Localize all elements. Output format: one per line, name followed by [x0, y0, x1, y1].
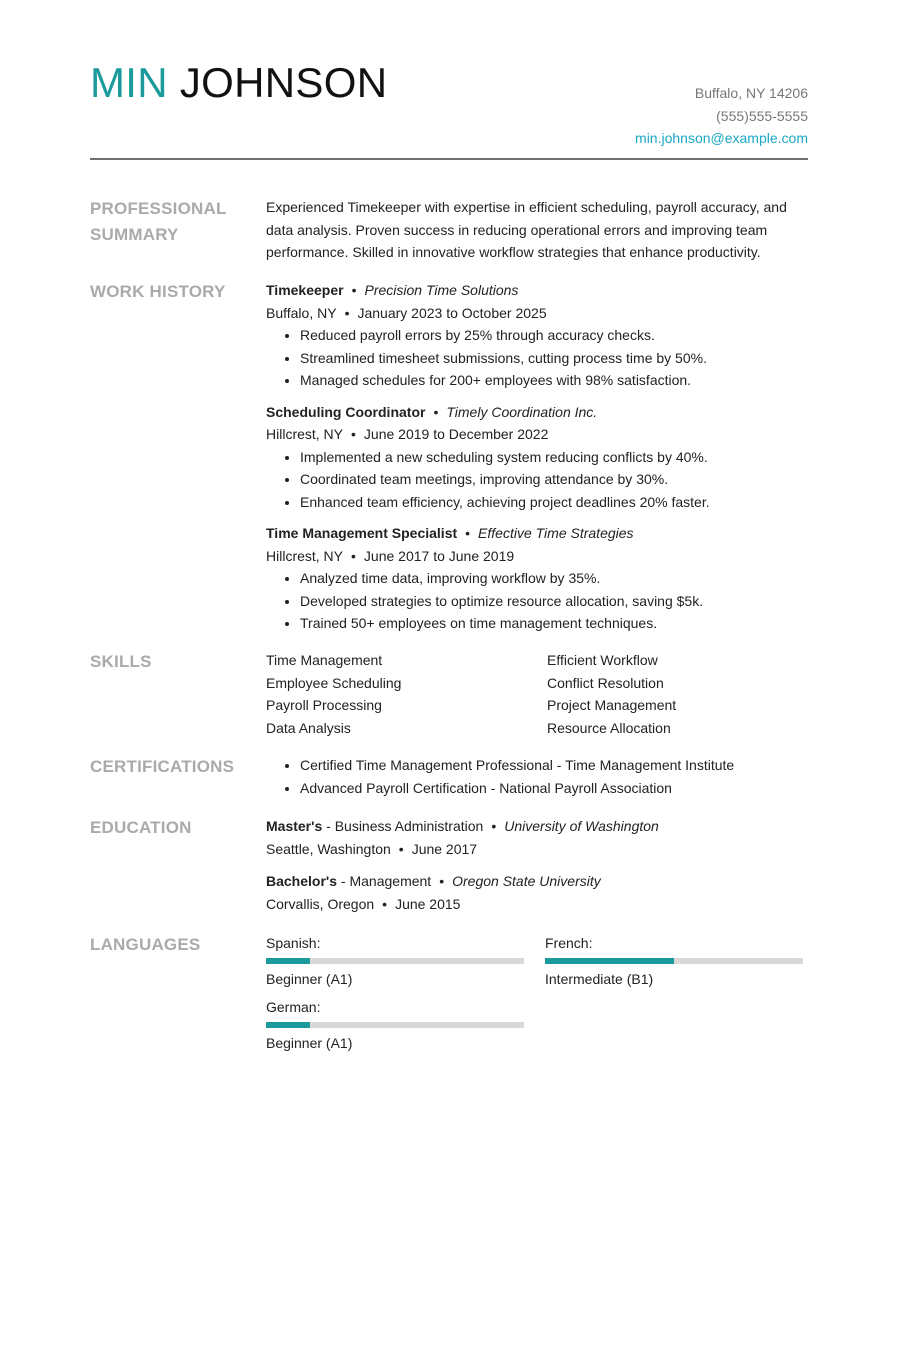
- language-proficiency-fill: [266, 958, 310, 964]
- job-bullet: • Reduced payroll errors by 25% through accuracy checks.: [300, 324, 806, 347]
- language-proficiency-bar: [266, 1022, 524, 1028]
- job-bullets: [266, 446, 806, 514]
- job-company: Precision Time Solutions: [364, 282, 519, 298]
- job-bullets: [266, 567, 806, 635]
- languages-body: [266, 932, 806, 1054]
- section-title-skills: SKILLS: [90, 652, 152, 671]
- job-entry: [266, 522, 806, 635]
- job-title: Scheduling Coordinator: [266, 403, 426, 420]
- job-company: Effective Time Strategies: [478, 525, 634, 541]
- candidate-name: [90, 59, 388, 106]
- job-bullet: • Enhanced team efficiency, achieving project deadlines 20% faster.: [300, 491, 806, 514]
- language-name: French:: [545, 935, 593, 951]
- section-title-languages: LANGUAGES: [90, 935, 201, 954]
- job-bullet: • Implemented a new scheduling system reducing conflicts by 40%.: [300, 446, 806, 469]
- job-bullets: [266, 324, 806, 392]
- job-dates: June 2019 to December 2022: [363, 426, 549, 442]
- job-meta: [266, 302, 806, 325]
- separator-dot: •: [433, 403, 439, 420]
- skill-item: Payroll Processing: [266, 697, 382, 713]
- contact-phone: (555)555-5555: [716, 107, 808, 124]
- job-bullet: • Managed schedules for 200+ employees with 98% satisfaction.: [300, 369, 806, 392]
- contact-info: [635, 82, 808, 150]
- job-bullet: • Analyzed time data, improving workflow by 35%.: [300, 567, 806, 590]
- education-school: Oregon State University: [452, 873, 601, 889]
- job-entry: [266, 279, 806, 392]
- section-title-work-history: WORK HISTORY: [90, 282, 226, 301]
- job-location: Buffalo, NY: [266, 304, 337, 321]
- job-bullet: • Developed strategies to optimize resource allocation, saving $5k.: [300, 590, 806, 613]
- skill-item: Conflict Resolution: [547, 674, 664, 691]
- contact-email[interactable]: min.johnson@example.com: [635, 130, 808, 146]
- separator-dot: •: [351, 282, 357, 298]
- language-level: Intermediate (B1): [545, 970, 654, 987]
- education-degree: Bachelor's: [266, 873, 338, 889]
- separator-dot: •: [439, 873, 445, 889]
- skill-item: Efficient Workflow: [547, 652, 658, 668]
- education-entry: [266, 870, 806, 915]
- language-proficiency-bar: [545, 958, 803, 964]
- language-level: Beginner (A1): [266, 970, 353, 987]
- education-school: University of Washington: [504, 818, 659, 834]
- education-meta: [266, 838, 806, 861]
- certifications-list: [266, 754, 806, 799]
- first-name: MIN: [90, 59, 168, 106]
- education-location: Corvallis, Oregon: [266, 895, 375, 912]
- job-meta: [266, 545, 806, 568]
- section-title-summary: [90, 196, 240, 248]
- job-meta: [266, 423, 806, 446]
- education-entry: [266, 815, 806, 860]
- education-field: - Management: [337, 873, 432, 889]
- separator-dot: •: [398, 840, 404, 857]
- job-dates: January 2023 to October 2025: [357, 304, 547, 321]
- education-date: June 2015: [395, 895, 461, 912]
- skills-grid: [266, 649, 806, 739]
- section-title-education: EDUCATION: [90, 818, 192, 837]
- language-level: Beginner (A1): [266, 1034, 353, 1051]
- language-item: [266, 932, 524, 990]
- skills-body: [266, 649, 806, 739]
- languages-grid: [266, 932, 806, 1054]
- education-heading: [266, 870, 806, 893]
- language-proficiency-fill: [545, 958, 674, 964]
- separator-dot: •: [344, 304, 350, 321]
- education-body: [266, 815, 806, 925]
- separator-dot: •: [382, 895, 388, 912]
- job-entry: [266, 401, 806, 514]
- education-date: June 2017: [411, 840, 478, 857]
- contact-location: Buffalo, NY 14206: [694, 85, 808, 101]
- language-item: [266, 996, 524, 1054]
- job-location: Hillcrest, NY: [266, 426, 344, 442]
- job-bullet: • Trained 50+ employees on time management techniques.: [300, 612, 806, 635]
- summary-body: [266, 196, 806, 264]
- skill-item: Project Management: [547, 697, 677, 713]
- separator-dot: •: [491, 818, 497, 834]
- job-bullet: • Coordinated team meetings, improving attendance by 30%.: [300, 468, 806, 491]
- summary-title-line1: PROFESSIONAL: [90, 199, 227, 218]
- job-title: Time Management Specialist: [266, 525, 458, 541]
- language-item: [545, 932, 803, 990]
- education-degree: Master's: [266, 818, 323, 834]
- job-title: Timekeeper: [266, 282, 344, 298]
- education-field: - Business Administration: [322, 818, 484, 834]
- skill-item: Data Analysis: [266, 719, 351, 736]
- header-divider: [90, 158, 808, 160]
- skill-item: Time Management: [266, 652, 383, 668]
- certification-item: • Certified Time Management Professional - Time Management Institute: [300, 754, 806, 777]
- language-proficiency-fill: [266, 1022, 310, 1028]
- skill-item: Resource Allocation: [547, 719, 671, 736]
- summary-title-line2: SUMMARY: [90, 225, 179, 244]
- language-proficiency-bar: [266, 958, 524, 964]
- certifications-body: [266, 754, 806, 799]
- job-heading: [266, 522, 806, 545]
- language-name: Spanish:: [266, 935, 321, 951]
- education-heading: [266, 815, 806, 838]
- certification-item: • Advanced Payroll Certification - National Payroll Association: [300, 777, 806, 800]
- separator-dot: •: [351, 547, 356, 564]
- separator-dot: •: [351, 426, 356, 442]
- education-location: Seattle, Washington: [266, 840, 391, 857]
- job-heading: [266, 279, 806, 302]
- job-company: Timely Coordination Inc.: [446, 403, 598, 420]
- job-bullet: • Streamlined timesheet submissions, cutting process time by 50%.: [300, 347, 806, 370]
- language-name: German:: [266, 999, 321, 1015]
- education-meta: [266, 893, 806, 916]
- work-history-body: [266, 279, 806, 644]
- job-dates: June 2017 to June 2019: [363, 547, 515, 564]
- skill-item: Employee Scheduling: [266, 674, 402, 691]
- summary-text: Experienced Timekeeper with expertise in efficient scheduling, payroll accuracy, and data analysis. Proven success in reducing operational errors and improving team performance. Skilled in innovative workflow strategies that enhance productivity.: [266, 199, 787, 260]
- separator-dot: •: [465, 525, 471, 541]
- last-name: JOHNSON: [179, 59, 388, 106]
- section-title-certifications: CERTIFICATIONS: [90, 757, 235, 776]
- job-location: Hillcrest, NY: [266, 547, 344, 564]
- job-heading: [266, 401, 806, 424]
